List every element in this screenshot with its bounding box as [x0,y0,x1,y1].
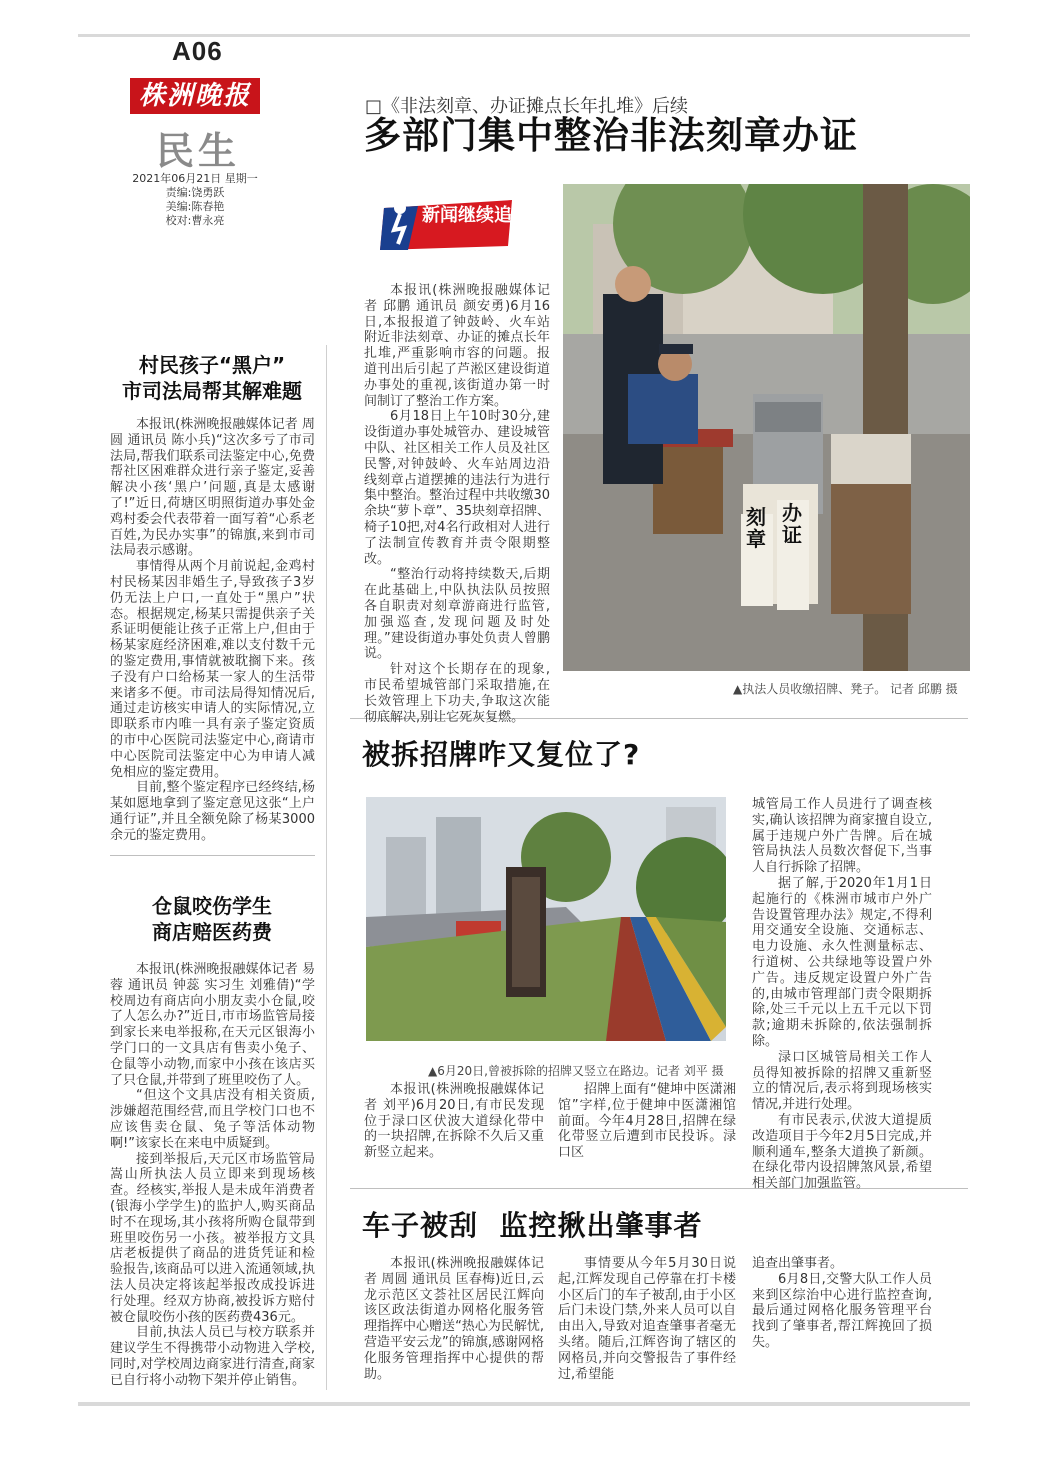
lead-paragraph: 针对这个长期存在的现象,市民希望城管部门采取措施,在长效管理上下功夫,争取这次能彻底解决,别让它死灰复燃。 [364,662,550,725]
bottom-col1 [364,1256,544,1382]
bottom-rule [78,1402,970,1406]
side1-paragraph: 目前,整个鉴定程序已经终结,杨某如愿地拿到了鉴定意见这张“上户通行证”,并且全额免除了杨某3000余元的鉴定费用。 [110,780,315,843]
side2-paragraph: “但这个文具店没有相关资质,涉嫌超范围经营,而且学校门口也不应该售卖仓鼠、兔子等活体动物啊!”该家长在来电中质疑到。 [110,1088,315,1151]
side-divider [110,855,315,856]
mid-paragraph: 渌口区城管局相关工作人员得知被拆除的招牌又重新竖立的情况后,表示将到现场核实情况,并进行处理。 [752,1049,932,1113]
mid-photo-caption: ▲6月20日,曾被拆除的招牌又竖立在路边。记者 刘平 摄 [428,1064,724,1078]
side1-headline-line1: 村民孩子“黑户” [138,353,286,377]
bottom-paragraph: 事情要从今年5月30日说起,江辉发现自己停靠在打卡楼小区后门的车子被刮,由于小区后门未设门禁,外来人员可以自由出入,导致对追查肇事者毫无头绪。随后,江辉咨询了辖区的网格员,并向交警报告了事件经过,希望能 [558,1256,736,1382]
side1-headline-line2: 市司法局帮其解难题 [122,379,302,403]
lead-kicker: □《非法刻章、办证摊点长年扎堆》后续 [365,96,689,117]
mid-paragraph: 据了解,于2020年1月1日起施行的《株洲市城市户外广告设置管理办法》规定,不得利用交通安全设施、交通标志、电力设施、永久性测量标志、行道树、公共绿地等设置户外广告。违反规定设置户外广告的,由城市管理部门责令限期拆除,处三千元以上五千元以下罚款;逾期未拆除的,依法强制拆除。 [752,875,932,1049]
page-number: A06 [172,36,223,66]
editor-credit: 责编:饶勇跃 [165,186,225,199]
bottom-paragraph: 6月8日,交警大队工作人员来到区综治中心进行监控查询,最后通过网格化服务管理平台找到了肇事者,帮江辉挽回了损失。 [752,1271,932,1350]
side2-paragraph: 目前,执法人员已与校方联系并建议学生不得携带小动物进入学校,同时,对学校周边商家进行清查,商家已自行将小动物下架并停止销售。 [110,1325,315,1388]
news-follow-up-badge [378,194,516,252]
side2-headline-line2: 商店赔医药费 [152,920,272,944]
bottom-headline: 车子被刮 监控揪出肇事者 [362,1209,703,1242]
side1-body [110,417,315,844]
mid-headline: 被拆招牌咋又复位了? [362,738,641,771]
lead-photo [563,184,970,671]
mid-paragraph: 城管局工作人员进行了调查核实,确认该招牌为商家擅自设立,属于违规户外广告牌。后在城管局执法人员数次督促下,当事人自行拆除了招牌。 [752,797,932,876]
side2-headline-line1: 仓鼠咬伤学生 [152,894,272,918]
lead-paragraph: 本报讯(株洲晚报融媒体记者 邱鹏 通讯员 颜安勇)6月16日,本报报道了钟鼓岭、火车站附近非法刻章、办证的摊点长年扎堆,严重影响市容的问题。报道刊出后引起了芦淞区建设街道办事处的重视,该街道办第一时间制订了整治工作方案。 [364,283,550,409]
bottom-paragraph: 本报讯(株洲晚报融媒体记者 周圆 通讯员 匡春梅)近日,云龙示范区文荟社区居民江辉向该区政法街道办网格化服务管理指挥中心赠送“热心为民解忧,营造平安云龙”的锦旗,感谢网格化服务管理指挥中心提供的帮助。 [364,1256,544,1382]
mid-paragraph: 本报讯(株洲晚报融媒体记者 刘平)6月20日,有市民发现位于渌口区伏波大道绿化带中的一块招牌,在拆除不久后又重新竖立起来。 [364,1082,544,1161]
designer-credit: 美编:陈春艳 [165,200,225,213]
lead-photo-caption: ▲执法人员收缴招牌、凳子。 记者 邱鹏 摄 [733,682,958,696]
mid-col1 [364,1082,544,1161]
section-title: 民生 [156,128,241,173]
side1-paragraph: 本报讯(株洲晚报融媒体记者 周圆 通讯员 陈小兵)“这次多亏了市司法局,帮我们联系司法鉴定中心,免费帮社区困难群众进行亲子鉴定,妥善解决小孩‘黑户’问题,真是太感谢了!”近日,荷塘区明照街道办事处金鸡村委会代表带着一面写着“心系老百姓,为民办实事”的锦旗,来到市司法局表示感谢。 [110,417,315,559]
mid-col2 [558,1082,736,1161]
bottom-col2 [558,1256,736,1382]
lead-body [364,283,550,725]
bottom-paragraph: 追查出肇事者。 [752,1256,844,1271]
issue-date: 2021年06月21日 星期一 [132,172,258,185]
proofreader-credit: 校对:曹永亮 [165,214,225,227]
side1-paragraph: 事情得从两个月前说起,金鸡村村民杨某因非婚生子,导致孩子3岁仍无法上户口,一直处于“黑户”状态。根据规定,杨某只需提供亲子关系证明便能让孩子正常上户,但由于杨某家庭经济困难,难以支付数千元的鉴定费用,事情就被耽搁下来。孩子没有户口给杨某一家人的生活带来诸多不便。市司法局得知情况后,通过走访核实申请人的实际情况,立即联系市内唯一具有亲子鉴定资质的市中心医院司法鉴定中心,商请市中心医院司法鉴定中心为申请人减免相应的鉴定费用。 [110,559,315,780]
badge-label: 新闻继续追 [422,205,512,226]
column-divider [326,345,327,1390]
lead-paragraph: 6月18日上午10时30分,建设街道办事处城管办、建设城管中队、社区相关工作人员及社区民警,对钟鼓岭、火车站周边沿线刻章占道摆摊的违法行为进行集中整治。整治过程中共收缴30余块“萝卜章”、35块刻章招牌、椅子10把,对4名行政相对人进行了法制宣传教育并责令限期整改。 [364,409,551,567]
photo-sign-text-left: 刻章 [746,505,766,551]
mid-paragraph: 招牌上面有“健坤中医潇湘馆”字样,位于健坤中医潇湘馆前面。今年4月28日,招牌在绿化带竖立后遭到市民投诉。渌口区 [558,1082,736,1161]
photo-sign-text-right: 办证 [782,501,802,547]
side2-body [110,962,315,1389]
lead-paragraph: “整治行动将持续数天,后期在此基础上,中队执法队员按照各自职责对刻章游商进行监管,加强巡查,发现问题及时处理。”建设街道办事处负责人曾鹏说。 [364,567,550,662]
lead-headline: 多部门集中整治非法刻章办证 [364,114,858,157]
side2-paragraph: 本报讯(株洲晚报融媒体记者 易蓉 通讯员 钟蕊 实习生 刘雅倩)“学校周边有商店向小朋友卖小仓鼠,咬了人怎么办?”近日,市市场监管局接到家长来电举报称,在天元区银海小学门口的一文具店有售卖小兔子、仓鼠等小动物,而家中小孩在该店买了只仓鼠,并带到了班里咬伤了人。 [110,962,315,1088]
mid-photo [366,797,726,1041]
mid-col3 [752,797,932,1192]
side2-paragraph: 接到举报后,天元区市场监管局嵩山所执法人员立即来到现场核查。经核实,举报人是未成年消费者(银海小学学生)的监护人,购买商品时不在现场,其小孩将所购仓鼠带到班里咬伤另一小孩。被举报方文具店老板提供了商品的进货凭证和检验报告,该商品可以进入流通领域,执法人员决定将该起举报改成投诉进行处理。经双方协商,被投诉方赔付被仓鼠咬伤小孩的医药费436元。 [110,1151,315,1325]
newspaper-logo: 株洲晚报 [130,78,260,114]
bottom-col3 [752,1256,932,1351]
mid-paragraph: 有市民表示,伏波大道提质改造项目于今年2月5日完成,并顺利通车,整条大道换了新颜。在绿化带内设招牌煞风景,希望相关部门加强监管。 [752,1112,932,1192]
